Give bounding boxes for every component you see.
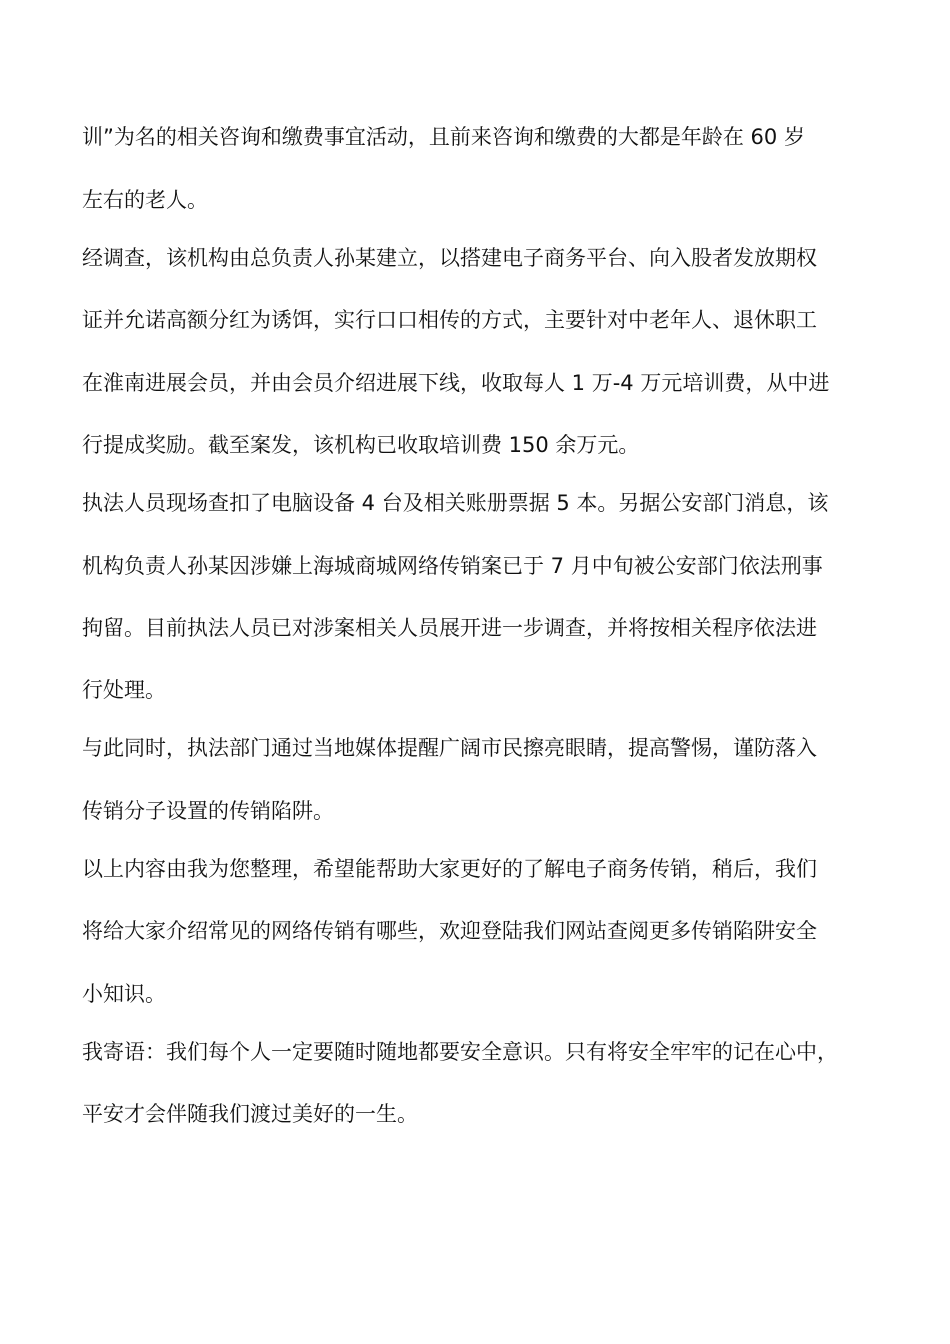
text-line: 行处理。	[82, 678, 166, 702]
text-line: 执法人员现场查扣了电脑设备 4 台及相关账册票据 5 本。另据公安部门消息，该	[82, 491, 829, 515]
text-line: 左右的老人。	[82, 188, 208, 212]
text-line: 拘留。目前执法人员已对涉案相关人员展开进一步调查，并将按相关程序依法进	[82, 616, 817, 640]
text-line: 以上内容由我为您整理，希望能帮助大家更好的了解电子商务传销，稍后，我们	[82, 857, 817, 881]
text-line: 证并允诺高额分红为诱饵，实行口口相传的方式，主要针对中老年人、退休职工	[82, 308, 817, 332]
text-line: 机构负责人孙某因涉嫌上海城商城网络传销案已于 7 月中旬被公安部门依法刑事	[82, 554, 823, 578]
text-line: 训”为名的相关咨询和缴费事宜活动，且前来咨询和缴费的大都是年龄在 60 岁	[82, 125, 805, 149]
text-line: 经调查，该机构由总负责人孙某建立，以搭建电子商务平台、向入股者发放期权	[82, 246, 817, 270]
text-line: 在淮南进展会员，并由会员介绍进展下线，收取每人 1 万-4 万元培训费，从中进	[82, 371, 830, 395]
text-line: 传销分子设置的传销陷阱。	[82, 799, 334, 823]
text-line: 我寄语：我们每个人一定要随时随地都要安全意识。只有将安全牢牢的记在心中，	[82, 1040, 838, 1064]
text-line: 与此同时，执法部门通过当地媒体提醒广阔市民擦亮眼睛，提高警惕，谨防落入	[82, 736, 817, 760]
text-line: 行提成奖励。截至案发，该机构已收取培训费 150 余万元。	[82, 433, 640, 457]
text-line: 平安才会伴随我们渡过美好的一生。	[82, 1102, 418, 1126]
text-line: 小知识。	[82, 982, 166, 1006]
text-line: 将给大家介绍常见的网络传销有哪些，欢迎登陆我们网站查阅更多传销陷阱安全	[82, 919, 817, 943]
